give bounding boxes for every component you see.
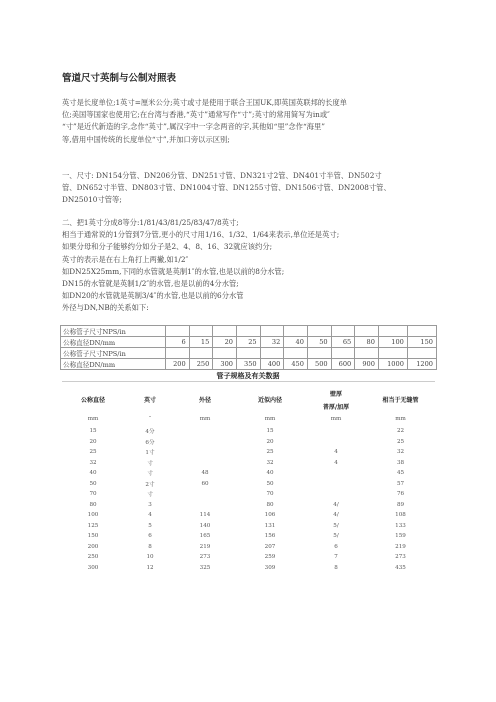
table-row (61, 359, 437, 370)
table-cell: 273 (199, 554, 211, 561)
table-cell: 4/ (333, 512, 339, 519)
table-cell (176, 489, 234, 500)
unit-cell: mm (395, 416, 406, 422)
table-cell: 50 (89, 480, 97, 487)
table-cell: 76 (396, 491, 405, 498)
table-cell: 70 (89, 491, 97, 498)
table-cell: 10 (146, 554, 154, 561)
table-row (62, 468, 435, 479)
table-cell: 寸 (147, 460, 153, 467)
table-cell: 5 (148, 522, 152, 529)
table-cell: 20 (266, 438, 274, 445)
table-cell: 6 (148, 533, 152, 540)
table-cell: 150 (407, 337, 436, 348)
table-cell: 250 (189, 359, 213, 370)
text-line: 如DN20的水管就是英制3/4″的水管,也是以前的6分水管 (62, 291, 244, 301)
table-row (61, 326, 437, 337)
table-cell: 寸 (147, 492, 153, 499)
table-cell: 450 (284, 359, 308, 370)
header-seamless-equivalent: 相当于无缝管 (382, 396, 419, 404)
table-cell: 150 (87, 533, 99, 540)
row-label: 公称直径DN/mm (61, 359, 166, 370)
text-line: “寸”是近代新造的字,念作“英寸”,属汉字中一字念两音的字,其他如“里”念作“海里” (62, 122, 326, 132)
table-cell: 32 (260, 337, 284, 348)
table-cell: 4 (334, 459, 338, 466)
table-cell (260, 326, 284, 337)
table-row (62, 500, 435, 511)
text-line: 英寸的表示是在右上角打上两撇,如1/2″ (62, 254, 189, 264)
table-cell: 40 (89, 470, 97, 477)
spec-table-body (62, 426, 435, 573)
table-cell: 350 (236, 359, 260, 370)
table-cell (213, 348, 237, 359)
units-row (62, 412, 435, 426)
table-cell: 4分 (145, 429, 155, 436)
header-outer-diameter: 外径 (198, 396, 211, 404)
table-cell: 8 (148, 543, 152, 550)
table-cell (306, 437, 366, 448)
table-cell (407, 326, 436, 337)
table-cell: 80 (355, 337, 379, 348)
table-cell (355, 326, 379, 337)
table-cell (407, 348, 436, 359)
paragraph-sizes (62, 170, 434, 207)
table-cell: 25 (396, 438, 405, 445)
table-cell (306, 489, 366, 500)
table-row (62, 458, 435, 469)
table-cell: 25 (236, 337, 260, 348)
table-cell: 7 (334, 554, 338, 561)
table-cell (213, 326, 237, 337)
table-row (62, 437, 435, 448)
table-cell: 6分 (145, 439, 155, 446)
table-cell (176, 437, 234, 448)
table-cell: 32 (266, 459, 274, 466)
text-line: 相当于通常说的1分管到7分管,更小的尺寸用1/16、1/32、1/64来表示,单位还是英寸; (62, 230, 340, 240)
table-cell (176, 500, 234, 511)
table-cell: 50 (266, 480, 274, 487)
table-cell: 4 (148, 512, 152, 519)
unit-cell: mm (264, 416, 276, 422)
table-cell (166, 326, 190, 337)
paragraph-inch-definition (62, 97, 434, 146)
table-cell: 15 (189, 337, 213, 348)
table-row (62, 531, 435, 542)
table-cell (189, 326, 213, 337)
table-cell (284, 348, 308, 359)
table-cell (284, 326, 308, 337)
header-inch: 英寸 (143, 396, 156, 404)
text-line: DN25010寸管等; (62, 195, 122, 205)
row-label: 公称管子尺寸NPS/in (61, 326, 166, 337)
table-cell (166, 348, 190, 359)
table-cell: 4 (334, 449, 338, 456)
table-cell: 8 (334, 564, 338, 571)
table-cell: 5/ (333, 522, 339, 529)
table-cell (306, 468, 366, 479)
paragraph-fractions (62, 217, 434, 315)
table-cell: 70 (266, 491, 274, 498)
table-cell: 40 (266, 470, 274, 477)
text-line: 英寸是长度单位;1英寸=厘米公分;英寸或寸是使用于联合王国UK,即英国英联邦的长度单 (62, 98, 347, 107)
table-cell: 3 (148, 501, 152, 508)
table-cell: 100 (87, 512, 99, 519)
table-cell: 600 (331, 359, 355, 370)
table-cell: 12 (146, 564, 154, 571)
table-cell: 300 (213, 359, 237, 370)
table-cell: 40 (284, 337, 308, 348)
table-cell: 2寸 (145, 481, 155, 488)
table-cell: 48 (201, 470, 209, 477)
table-cell: 309 (264, 564, 276, 571)
table-cell: 108 (395, 512, 406, 519)
row-label: 公称直径DN/mm (61, 337, 166, 348)
table-cell (378, 326, 407, 337)
text-line: DN15的水管就是英制1/2″的水管,也是以前的4分水管; (62, 279, 239, 289)
table-cell: 259 (264, 554, 276, 561)
table-cell: 25 (89, 449, 97, 456)
table-row (61, 337, 437, 348)
nps-dn-table (60, 325, 437, 370)
table-cell: 435 (395, 564, 406, 571)
spec-table-title: 管子规格及有关数据 (216, 372, 280, 380)
row-label: 公称管子尺寸NPS/in (61, 348, 166, 359)
table-row (62, 563, 435, 574)
table-cell (236, 348, 260, 359)
table-row (62, 489, 435, 500)
table-cell (189, 348, 213, 359)
document-title: 管道尺寸英制与公制对照表 (62, 73, 177, 84)
table-cell: 45 (396, 470, 405, 477)
table-cell: 165 (199, 533, 211, 540)
table-cell (260, 348, 284, 359)
header-wall-type: 普厚/加厚 (322, 403, 350, 411)
table-cell: 219 (395, 543, 406, 550)
table-cell: 106 (264, 512, 276, 519)
table-cell: 140 (199, 522, 211, 529)
table-cell: 15 (89, 428, 97, 435)
table-row (62, 552, 435, 563)
table-cell: 400 (260, 359, 284, 370)
table-cell: 4/ (333, 501, 339, 508)
table-cell (331, 326, 355, 337)
table-cell: 20 (213, 337, 237, 348)
table-cell: 200 (87, 543, 99, 550)
table-cell (307, 348, 331, 359)
pipe-spec-table (62, 386, 435, 573)
table-cell: 89 (396, 501, 405, 508)
text-line: 位;美国等国家也使用它;在台湾与香港,“英寸”通常写作“寸”;英寸的常用简写为in或″ (62, 110, 330, 120)
table-cell: 100 (378, 337, 407, 348)
table-row (62, 447, 435, 458)
table-cell: 65 (331, 337, 355, 348)
table-cell: 80 (266, 501, 274, 508)
table-cell: 500 (307, 359, 331, 370)
table-cell: 300 (87, 564, 99, 571)
table-cell: 114 (199, 512, 211, 519)
table-cell: 1000 (378, 359, 407, 370)
table-cell: 200 (166, 359, 190, 370)
table-cell (331, 348, 355, 359)
table-cell: 5/ (333, 533, 339, 540)
text-line: 管、DN652寸半管、DN803寸管、DN1004寸管、DN1255寸管、DN1506寸管、DN2008寸管、 (62, 183, 391, 193)
table-cell (355, 348, 379, 359)
table-cell: 900 (355, 359, 379, 370)
table-cell: 寸 (147, 471, 153, 478)
table-cell: 207 (264, 543, 276, 550)
table-cell: 6 (334, 543, 338, 550)
header-wall-thickness: 壁厚 (329, 390, 342, 398)
table-cell: 20 (89, 438, 97, 445)
table-cell (176, 426, 234, 437)
table-cell: 325 (199, 564, 211, 571)
table-cell (306, 426, 366, 437)
table-cell: 25 (266, 449, 274, 456)
table-row (62, 479, 435, 490)
table-cell (306, 479, 366, 490)
table-cell: 60 (201, 480, 209, 487)
table-cell: 32 (89, 459, 97, 466)
unit-cell: mm (330, 416, 342, 422)
table-row (62, 542, 435, 553)
text-line: 如果分母和分子能够约分如分子是2、4、8、16、32就应该约分; (62, 242, 273, 252)
table-cell: 22 (396, 428, 405, 435)
table-cell: 250 (87, 554, 99, 561)
header-nominal-diameter: 公称直径 (80, 396, 105, 404)
table-cell (176, 447, 234, 458)
table-cell: 219 (199, 543, 211, 550)
table-cell: 1200 (407, 359, 436, 370)
table-cell: 80 (89, 501, 97, 508)
text-line: 二、把1英寸分成8等分:1/81/43/81/25/83/47/8英寸; (62, 218, 239, 227)
table-cell: 50 (307, 337, 331, 348)
table-cell: 32 (396, 449, 405, 456)
table-cell: 6 (166, 337, 190, 348)
table-row (62, 521, 435, 532)
table-cell: 156 (264, 533, 276, 540)
divider (62, 381, 435, 382)
table-cell: 125 (87, 522, 99, 529)
table-cell (378, 348, 407, 359)
table-cell: 15 (266, 428, 274, 435)
table-header-row (62, 386, 435, 400)
table-cell: 1寸 (145, 450, 155, 457)
table-cell: 159 (395, 533, 406, 540)
table-cell: 38 (396, 459, 405, 466)
table-cell: 131 (264, 522, 276, 529)
table-row (62, 426, 435, 437)
header-inner-diameter: 近似内径 (257, 396, 282, 404)
table-cell: 57 (396, 480, 405, 487)
table-row (62, 510, 435, 521)
text-line: 如DN25X25mm,下同的水管就是英制1″的水管,也是以前的8分水管; (62, 266, 285, 276)
table-cell (176, 458, 234, 469)
text-line: 等,借用中国传统的长度单位“寸”,并加口旁以示区别; (62, 134, 230, 144)
table-cell (307, 326, 331, 337)
text-line: 外径与DN,NB的关系如下: (62, 303, 149, 313)
table-row (61, 348, 437, 359)
table-cell: 273 (395, 554, 406, 561)
table-cell (236, 326, 260, 337)
table-cell: 133 (395, 522, 406, 529)
unit-cell: mm (87, 416, 99, 422)
unit-cell: ″ (148, 416, 152, 422)
text-line: 一、尺寸: DN154分管、DN206分管、DN251寸管、DN321寸2管、DN401寸半管、DN502寸 (62, 171, 382, 180)
unit-cell: mm (199, 416, 211, 422)
